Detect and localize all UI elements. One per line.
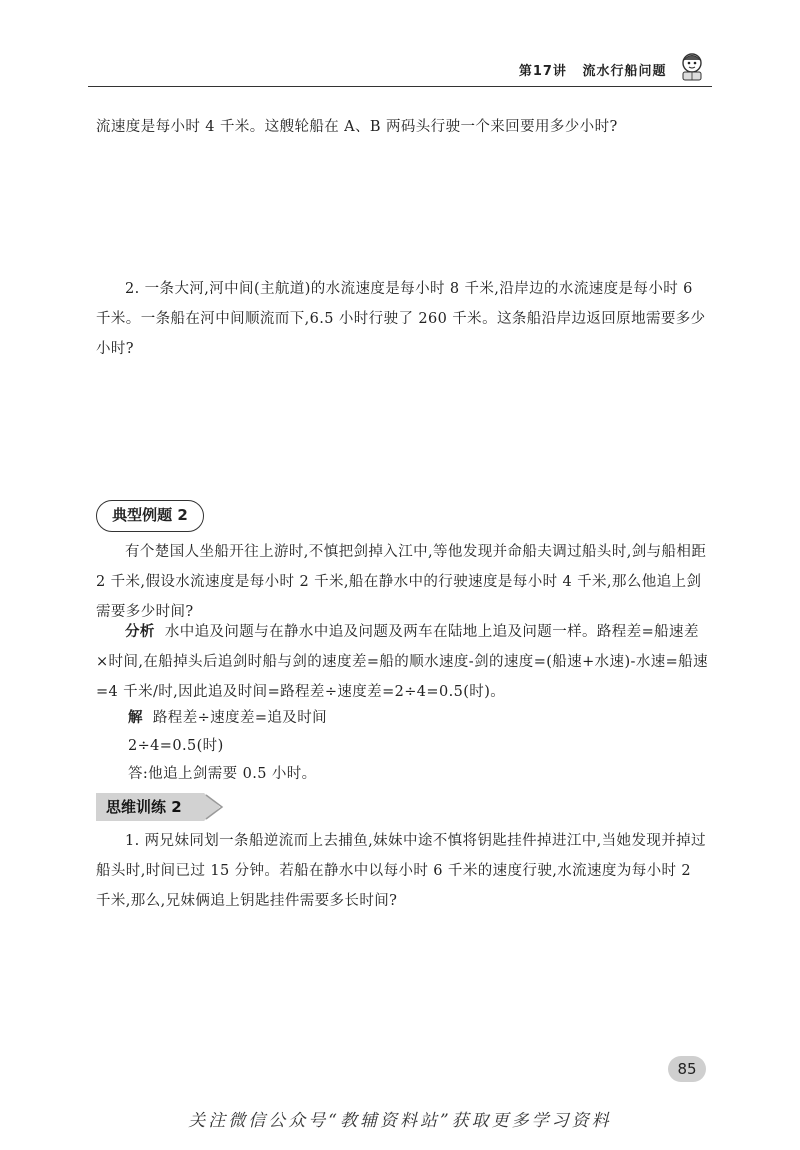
analysis-text: 水中追及问题与在静水中追及问题及两车在陆地上追及问题一样。路程差=船速差×时间,在船掉头后追剑时船与剑的速度差=船的顺水速度-剑的速度=(船速+水速)-水速=船速=4 千米/时,因此追及时间=路程差÷速度差=2÷4=0.5(时)。	[96, 624, 708, 700]
example-2-question: 有个楚国人坐船开往上游时,不慎把剑掉入江中,等他发现并命船夫调过船头时,剑与船相距 2 千米,假设水流速度是每小时 2 千米,船在静水中的行驶速度是每小时 4 千米,那么他追上剑需要多少时间?	[96, 544, 707, 620]
mascot-icon	[678, 52, 706, 82]
header-divider	[88, 86, 712, 87]
analysis-label: 分析	[125, 624, 155, 640]
footer-promo: 关注微信公众号“教辅资料站”获取更多学习资料	[188, 1111, 612, 1131]
problem-2-text: 2. 一条大河,河中间(主航道)的水流速度是每小时 8 千米,沿岸边的水流速度是每小时 6 千米。一条船在河中间顺流而下,6.5 小时行驶了 260 千米。这条船沿岸边返回原地需要多少小时?	[96, 281, 706, 357]
example-2-solution	[128, 703, 740, 733]
training-2-label: 思维训练 2	[106, 798, 182, 816]
lecture-number: 第17讲	[518, 64, 567, 79]
example-2-answer: 答:他追上剑需要 0.5 小时。	[128, 766, 317, 782]
training-2-question-1: 1. 两兄妹同划一条船逆流而上去捕鱼,妹妹中途不慎将钥匙挂件掉进江中,当她发现并掉过船头时,时间已过 15 分钟。若船在静水中以每小时 6 千米的速度行驶,水流速度为每小时 2 千米,那么,兄妹俩追上钥匙挂件需要多长时间?	[96, 833, 706, 909]
solution-line-1: 路程差÷速度差=追及时间	[152, 710, 328, 726]
example-2-label: 典型例题 2	[96, 500, 204, 532]
problem-continued-text: 流速度是每小时 4 千米。这艘轮船在 A、B 两码头行驶一个来回要用多少小时?	[96, 119, 618, 135]
solution-label: 解	[128, 710, 143, 726]
example-2-analysis	[96, 617, 708, 707]
solution-line-2: 2÷4=0.5(时)	[128, 738, 224, 754]
lecture-topic: 流水行船问题	[582, 64, 667, 79]
page-number: 85	[668, 1056, 706, 1082]
training-2-banner	[96, 793, 228, 821]
page-header	[80, 60, 712, 84]
